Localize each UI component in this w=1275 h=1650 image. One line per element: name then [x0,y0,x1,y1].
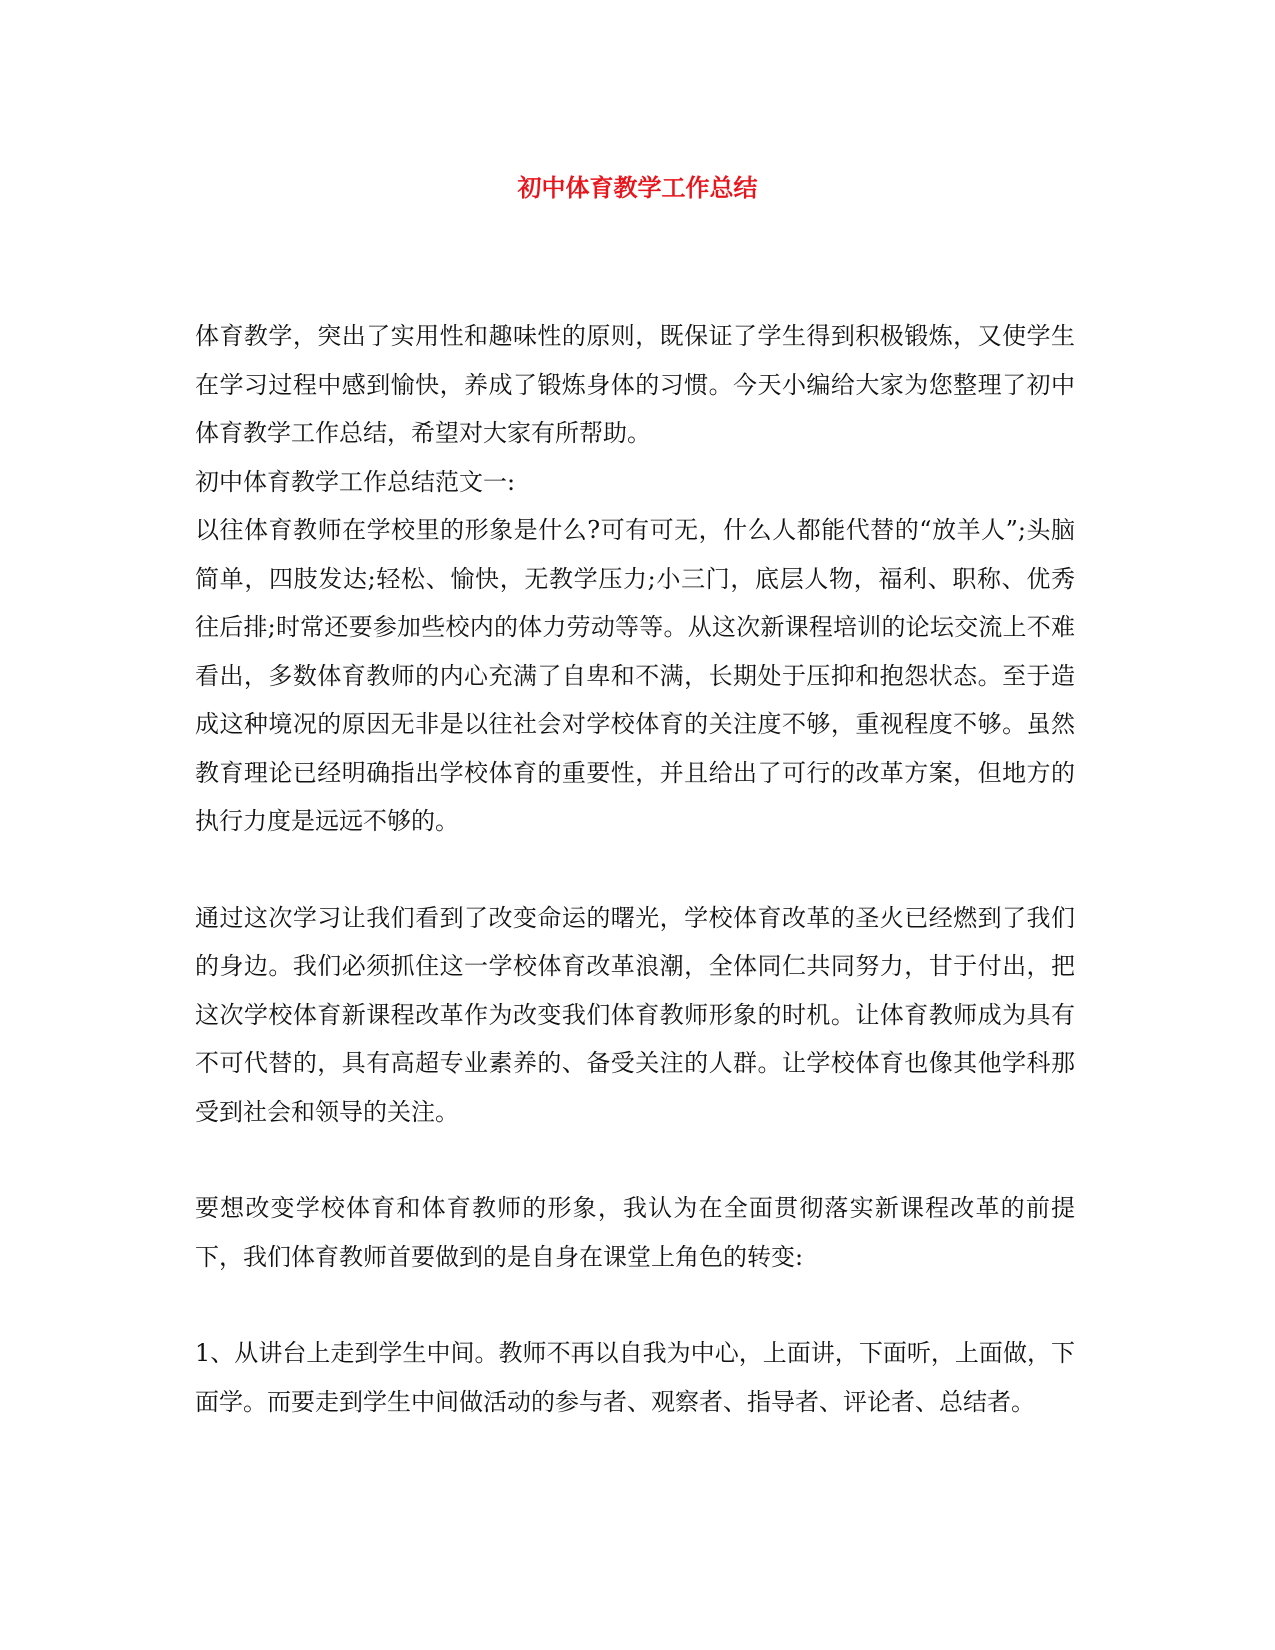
section-heading: 初中体育教学工作总结范文一: [195,467,516,496]
body-paragraph-1: 以往体育教师在学校里的形象是什么?可有可无，什么人都能代替的“放羊人”;头脑简单，四肢发达;轻松、愉快，无教学压力;小三门，底层人物，福利、职称、优秀往后排;时常还要参加些校内的体力劳动等等。从这次新课程培训的论坛交流上不难看出，多数体育教师的内心充满了自卑和不满，长期处于压抑和抱怨状态。至于造成这种境况的原因无非是以往社会对学校体育的关注度不够，重视程度不够。虽然教育理论已经明确指出学校体育的重要性，并且给出了可行的改革方案，但地方的执行力度是远远不够的。 [195,516,1075,835]
document-title: 初中体育教学工作总结 [517,173,758,202]
body-paragraph-3: 要想改变学校体育和体育教师的形象，我认为在全面贯彻落实新课程改革的前提下，我们体育教师首要做到的是自身在课堂上角色的转变: [195,1194,1075,1271]
intro-paragraph: 体育教学，突出了实用性和趣味性的原则，既保证了学生得到积极锻炼，又使学生在学习过程中感到愉快，养成了锻炼身体的习惯。今天小编给大家为您整理了初中体育教学工作总结，希望对大家有所帮助。 [195,322,1075,447]
list-item-1: 1、从讲台上走到学生中间。教师不再以自我为中心，上面讲，下面听，上面做，下面学。而要走到学生中间做活动的参与者、观察者、指导者、评论者、总结者。 [195,1339,1075,1416]
body-paragraph-2: 通过这次学习让我们看到了改变命运的曙光，学校体育改革的圣火已经燃到了我们的身边。我们必须抓住这一学校体育改革浪潮，全体同仁共同努力，甘于付出，把这次学校体育新课程改革作为改变我们体育教师形象的时机。让体育教师成为具有不可代替的，具有高超专业素养的、备受关注的人群。让学校体育也像其他学科那受到社会和领导的关注。 [195,903,1075,1126]
document-body [195,312,1075,1426]
